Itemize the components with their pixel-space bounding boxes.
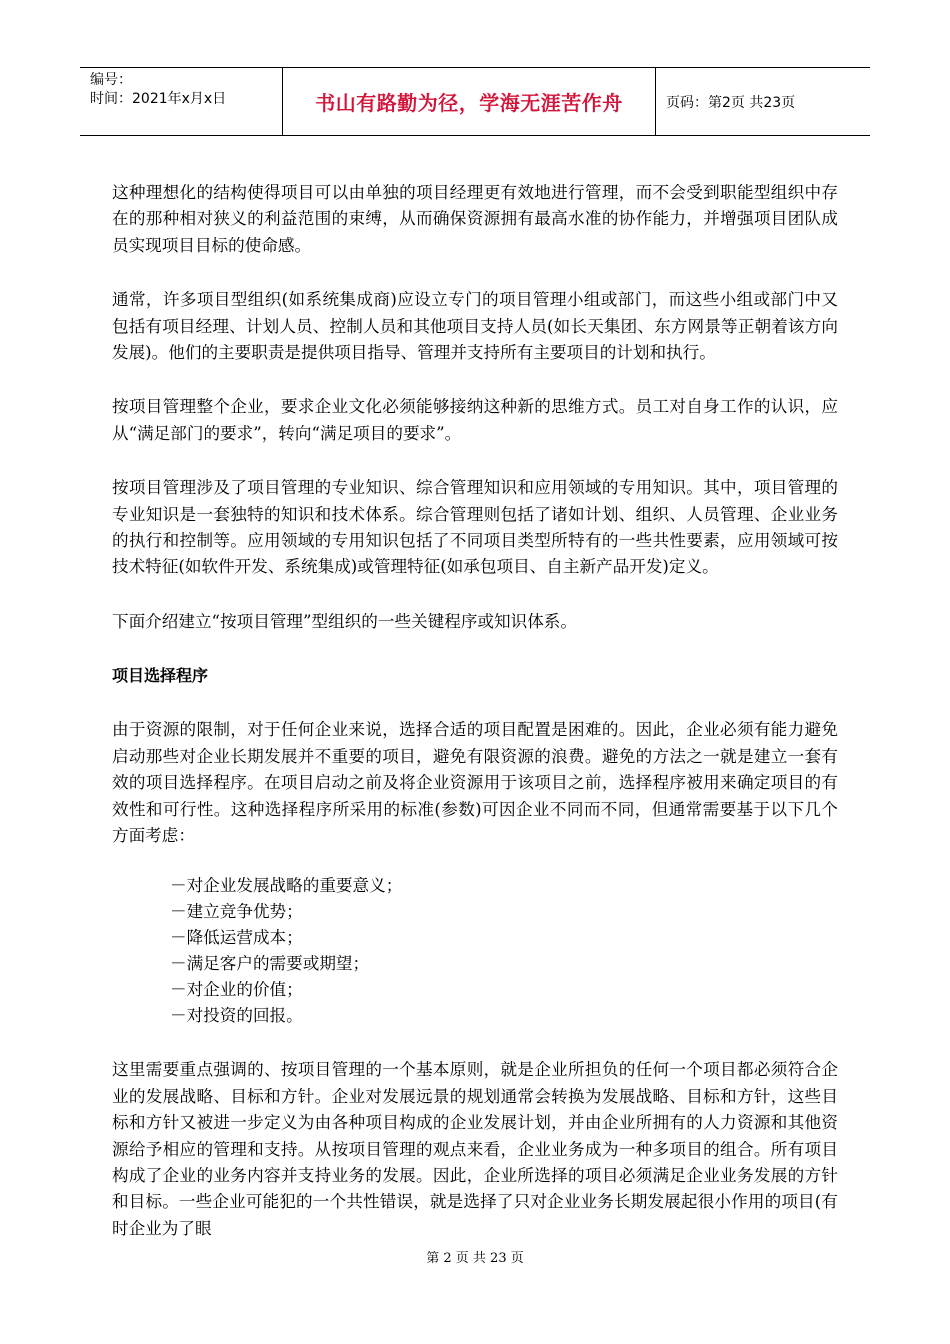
page-header xyxy=(80,67,870,136)
list-item: －对企业发展战略的重要意义； xyxy=(170,876,403,896)
paragraph-4: 按项目管理涉及了项目管理的专业知识、综合管理知识和应用领域的专用知识。其中，项目管理的专业知识是一套独特的知识和技术体系。综合管理则包括了诸如计划、组织、人员管理、企业业务的执行和控制等。应用领域的专用知识包括了不同项目类型所特有的一些共性要素，应用领域可按技术特征(如软件开发、系统集成)或管理特征(如承包项目、自主新产品开发)定义。 xyxy=(112,478,838,577)
list-item: －对投资的回报。 xyxy=(170,1006,303,1026)
paragraph-2: 通常，许多项目型组织(如系统集成商)应设立专门的项目管理小组或部门，而这些小组或部门中又包括有项目经理、计划人员、控制人员和其他项目支持人员(如长天集团、东方网景等正朝着该方向发展)。他们的主要职责是提供项目指导、管理并支持所有主要项目的计划和执行。 xyxy=(112,290,838,363)
list-item: －对企业的价值； xyxy=(170,980,303,1000)
document-body xyxy=(112,180,838,1242)
section-heading: 项目选择程序 xyxy=(112,666,209,686)
paragraph-1: 这种理想化的结构使得项目可以由单独的项目经理更有效地进行管理，而不会受到职能型组织中存在的那种相对狭义的利益范围的束缚，从而确保资源拥有最高水准的协作能力，并增强项目团队成员实现项目目标的使命感。 xyxy=(112,183,838,255)
header-meta xyxy=(80,68,283,135)
header-page-info: 页码：第2页 共23页 xyxy=(666,94,796,111)
closing-paragraph: 这里需要重点强调的、按项目管理的一个基本原则，就是企业所担负的任何一个项目都必须符合企业的发展战略、目标和方针。企业对发展远景的规划通常会转换为发展战略、目标和方针，这些目标和方针又被进一步定义为由各种项目构成的企业发展计划，并由企业所拥有的人力资源和其他资源给予相应的管理和支持。从按项目管理的观点来看，企业业务成为一种多项目的组合。所有项目构成了企业的业务内容并支持业务的发展。因此，企业所选择的项目必须满足企业业务发展的方针和目标。一些企业可能犯的一个共性错误，就是选择了只对企业业务长期发展起很小作用的项目(有时企业为了眼 xyxy=(112,1060,838,1238)
list-item: －建立竞争优势； xyxy=(170,902,303,922)
code-label: 编号： xyxy=(90,72,132,88)
list-item: －满足客户的需要或期望； xyxy=(170,954,370,974)
criteria-list xyxy=(112,873,838,1029)
list-item: －降低运营成本； xyxy=(170,928,303,948)
page-footer: 第 2 页 共 23 页 xyxy=(426,1251,524,1266)
header-motto: 书山有路勤为径，学海无涯苦作舟 xyxy=(283,68,656,135)
paragraph-5: 下面介绍建立“按项目管理”型组织的一些关键程序或知识体系。 xyxy=(112,611,577,631)
paragraph-3: 按项目管理整个企业，要求企业文化必须能够接纳这种新的思维方式。员工对自身工作的认识，应从“满足部门的要求”，转向“满足项目的要求”。 xyxy=(112,397,838,443)
time-label: 时间：2021年x月x日 xyxy=(90,91,227,107)
section-paragraph: 由于资源的限制，对于任何企业来说，选择合适的项目配置是困难的。因此，企业必须有能力避免启动那些对企业长期发展并不重要的项目，避免有限资源的浪费。避免的方法之一就是建立一套有效的项目选择程序。在项目启动之前及将企业资源用于该项目之前，选择程序被用来确定项目的有效性和可行性。这种选择程序所采用的标准(参数)可因企业不同而不同，但通常需要基于以下几个方面考虑： xyxy=(112,720,838,845)
